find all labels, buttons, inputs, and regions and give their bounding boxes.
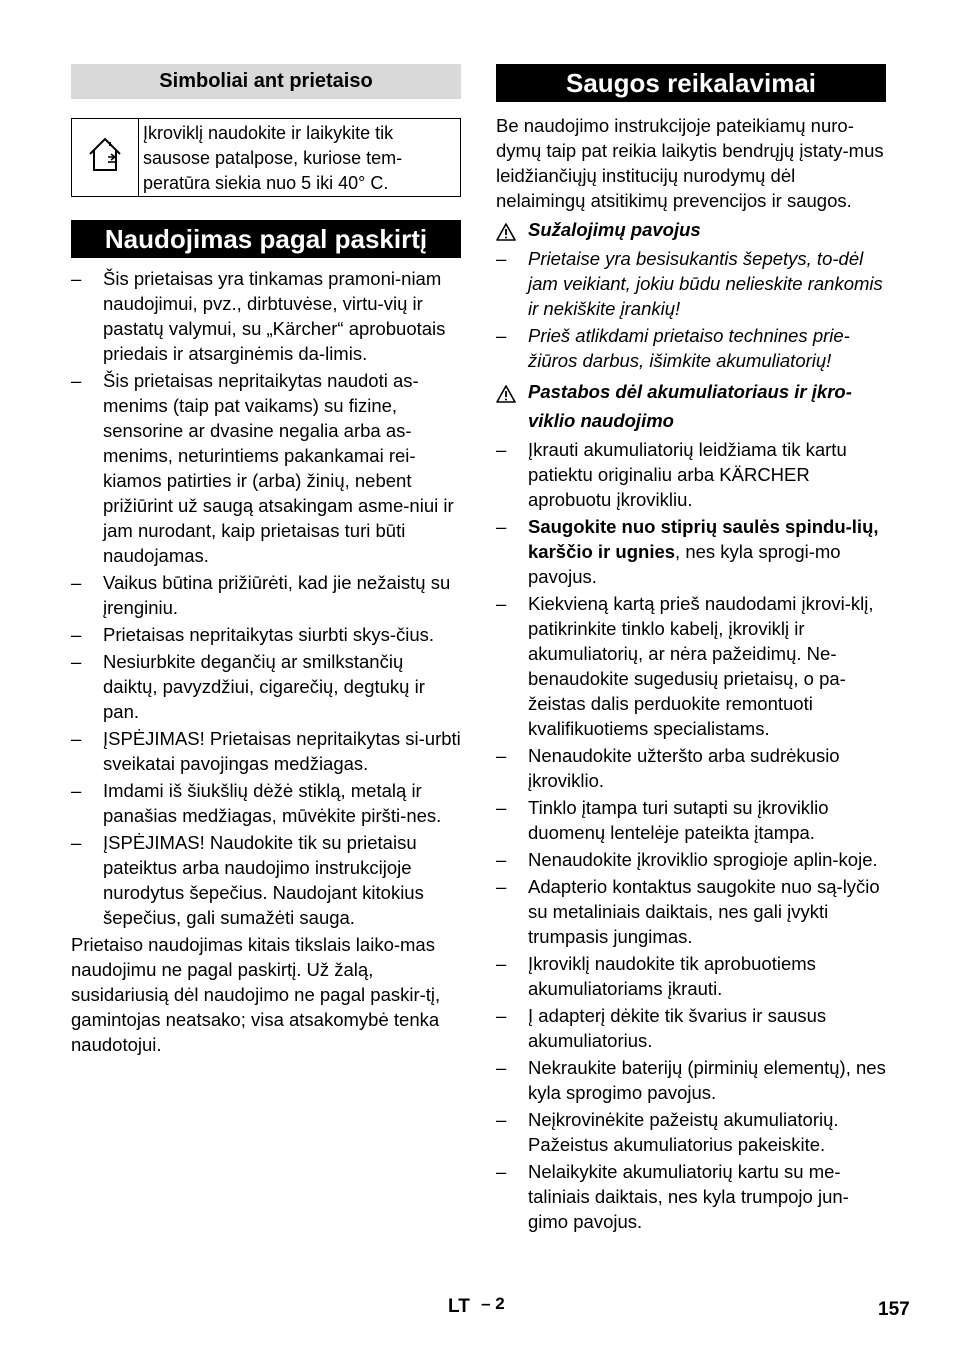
list-item: – Neįkrovinėkite pažeistų akumuliatorių. Pažeistus akumuliatorius pakeiskite. [496, 1109, 839, 1155]
safety-intro: Be naudojimo instrukcijoje pateikiamų nuro-dymų taip pat reikia laikytis bendrųjų įstaty-mus leidžiančiųjų institucijų nurodymų dėl nelaimingų atsitikimų prevencijos ir saugos. [496, 115, 884, 211]
battery-heading: Pastabos dėl akumuliatoriaus ir įkro-viklio naudojimo [496, 377, 886, 435]
list-item: – Įkrauti akumuliatorių leidžiama tik kartu patiektu originaliu arba KÄRCHER aprobuotu įkrovikliu. [496, 439, 847, 510]
list-item: – Šis prietaisas yra tinkamas pramoni-niam naudojimui, pvz., dirbtuvėse, virtu-vių ir pastatų valymui, su „Kärcher“ aprobuotais priedais ir atsarginėmis da-limis. [71, 268, 446, 364]
house-icon [85, 134, 125, 181]
list-item: – Nelaikykite akumuliatorių kartu su me-taliniais daiktais, nes kyla trumpojo jun-gimo pavojus. [496, 1161, 849, 1232]
list-item: – Tinklo įtampa turi sutapti su įkroviklio duomenų lentelėje pateikta įtampa. [496, 797, 829, 843]
list-item: – Nekraukite baterijų (pirminių elementų), nes kyla sprogimo pavojus. [496, 1057, 886, 1103]
list-item: – ĮSPĖJIMAS! Prietaisas nepritaikytas si-urbti sveikatai pavojingas medžiagas. [71, 728, 461, 774]
footer-section: – 2 [481, 1294, 505, 1313]
page-number: 157 [878, 1299, 910, 1320]
list-item: – Prietaisas nepritaikytas siurbti skys-čius. [71, 624, 435, 645]
injury-heading: Sužalojimų pavojus [496, 215, 886, 244]
usage-title: Naudojimas pagal paskirtį [71, 220, 461, 258]
usage-paragraph: Prietaiso naudojimas kitais tikslais laiko-mas naudojimu ne pagal paskirtį. Už žalą, susidariusią dėl naudojimo ne pagal paskir-tį, gamintojas neatsako; visa atsakomybė tenka naudotojui. [71, 934, 441, 1055]
list-item: – Vaikus būtina prižiūrėti, kad jie nežaistų su įrenginiu. [71, 572, 451, 618]
footer-language: LT – 2 [448, 1294, 505, 1317]
list-item: – Kiekvieną kartą prieš naudodami įkrovi-klį, patikrinkite tinklo kabelį, įkroviklį ir akumuliatorių, ar nėra pažeidimų. Ne-benaudokite sugedusių prietaisų, o pa-žeistas dalis perduokite remontuoti kvalifikuotiems specialistams. [496, 593, 874, 739]
battery-list [496, 437, 886, 1234]
symbol-description: Įkroviklį naudokite ir laikykite tik sausose patalpose, kuriose tem-peratūra siekia nuo 5 iki 40° C. [143, 123, 403, 193]
list-item: – Adapterio kontaktus saugokite nuo są-lyčio su metaliniais daiktais, nes gali įvykti trumpasis jungimas. [496, 876, 880, 947]
usage-list [71, 266, 461, 930]
symbols-title: Simboliai ant prietaiso [71, 64, 461, 99]
list-item: – Imdami iš šiukšlių dėžė stiklą, metalą ir panašias medžiagas, mūvėkite piršti-nes. [71, 780, 442, 826]
warning-icon [496, 382, 516, 411]
list-item: – Įkroviklį naudokite tik aprobuotiems akumuliatoriams įkrauti. [496, 953, 816, 999]
symbol-table [71, 118, 461, 197]
list-item: – Nenaudokite užteršto arba sudrėkusio įkroviklio. [496, 745, 840, 791]
list-item: – Saugokite nuo stiprių saulės spindu-lių, karščio ir ugnies, nes kyla sprogi-mo pavojus. [496, 516, 879, 587]
list-item: – Nesiurbkite degančių ar smilkstančių daiktų, pavyzdžiui, cigarečių, degtukų ir pan. [71, 651, 425, 722]
list-item: – ĮSPĖJIMAS! Naudokite tik su prietaisu pateiktus arba naudojimo instrukcijoje nurodytus šepečius. Naudojant kitokius šepečius, gali sumažėti sauga. [71, 832, 424, 928]
list-item: – Į adapterį dėkite tik švarius ir sausus akumuliatorius. [496, 1005, 827, 1051]
left-column [71, 64, 461, 1057]
right-column [496, 64, 886, 1236]
list-item: – Prietaise yra besisukantis šepetys, to-dėl jam veikiant, jokiu būdu nelieskite rankomis ir nekiškite įrankių! [496, 248, 883, 319]
injury-list [496, 246, 886, 373]
list-item: – Prieš atlikdami prietaiso technines prie-žiūros darbus, išimkite akumuliatorių! [496, 325, 850, 371]
warning-icon [496, 220, 516, 249]
safety-title: Saugos reikalavimai [496, 64, 886, 102]
list-item: – Šis prietaisas nepritaikytas naudoti as-menims (taip pat vaikams) su fizine, sensorine ar dvasine negalia arba as-menims, neturintiems pakankamai rei-kiamos patirties ir (arba) žinių, nebent prižiūrint už saugą atsakingam asme-niui ir jam nurodant, kaip prietaisas turi būti naudojamas. [71, 370, 454, 566]
list-item: – Nenaudokite įkroviklio sprogioje aplin-koje. [496, 849, 878, 870]
symbol-icon-cell [72, 119, 139, 196]
